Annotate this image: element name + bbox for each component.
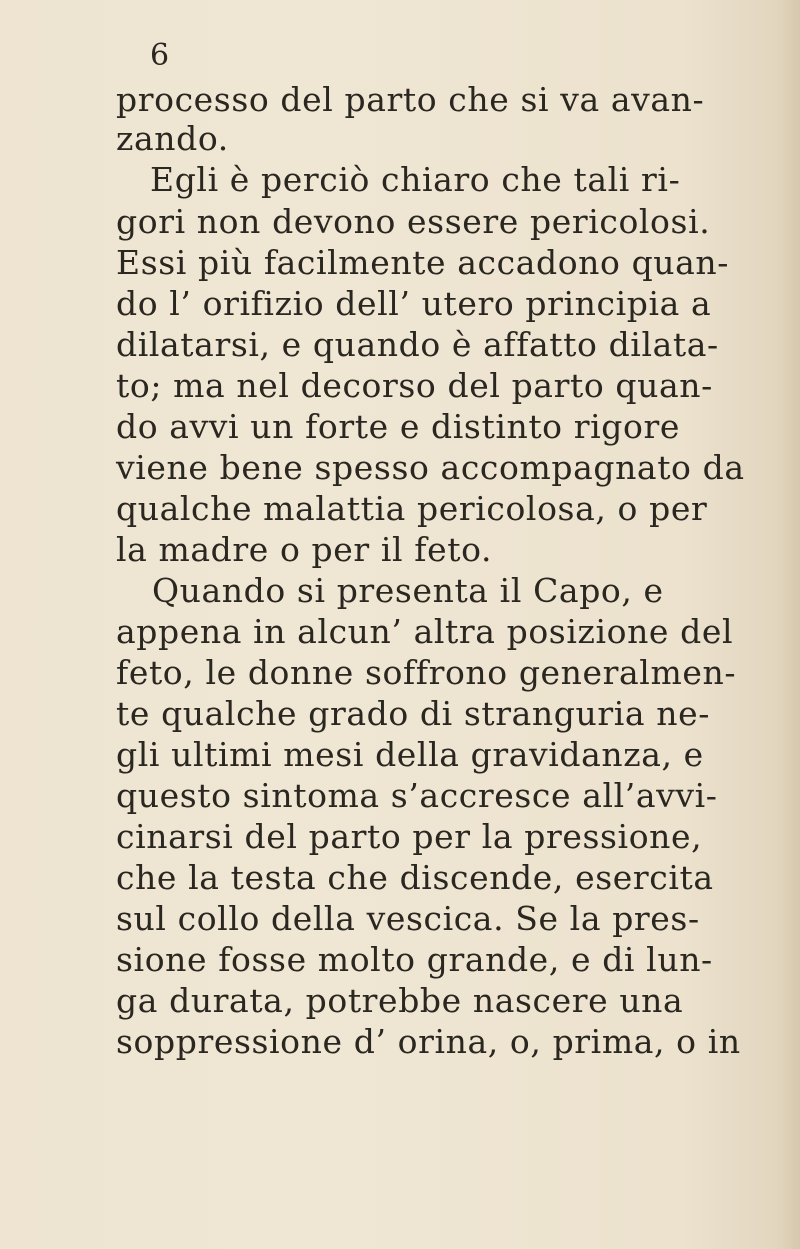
text-line: dilatarsi, e quando è affatto dilata- xyxy=(116,325,719,364)
text-line: la madre o per il feto. xyxy=(116,530,493,569)
text-line: ga durata, potrebbe nascere una xyxy=(116,981,684,1020)
text-line: cinarsi del parto per la pressione, xyxy=(116,817,703,856)
page-number: 6 xyxy=(150,38,170,73)
text-line: sul collo della vescica. Se la pres- xyxy=(116,899,700,938)
text-line: Quando si presenta il Capo, e xyxy=(152,571,664,610)
text-line: che la testa che discende, esercita xyxy=(116,858,714,897)
text-line: te qualche grado di stranguria ne- xyxy=(116,694,710,733)
text-line: processo del parto che si va avan- xyxy=(116,80,705,119)
text-line: sione fosse molto grande, e di lun- xyxy=(116,940,713,979)
text-line: qualche malattia pericolosa, o per xyxy=(116,489,708,528)
text-line: do l’ orifizio dell’ utero principia a xyxy=(116,284,712,323)
text-line: questo sintoma s’accresce all’avvi- xyxy=(116,776,718,815)
text-line: viene bene spesso accompagnato da xyxy=(116,448,745,487)
text-line: gli ultimi mesi della gravidanza, e xyxy=(116,735,704,774)
text-line: soppressione d’ orina, o, prima, o in xyxy=(116,1022,741,1061)
text-line: gori non devono essere pericolosi. xyxy=(116,202,711,241)
text-line: feto, le donne soffrono generalmen- xyxy=(116,653,737,692)
text-line: Essi più facilmente accadono quan- xyxy=(116,243,730,282)
text-line: to; ma nel decorso del parto quan- xyxy=(116,366,713,405)
text-line: do avvi un forte e distinto rigore xyxy=(116,407,680,446)
text-line: Egli è perciò chiaro che tali ri- xyxy=(150,160,681,199)
text-line: zando. xyxy=(116,119,229,158)
text-line: appena in alcun’ altra posizione del xyxy=(116,612,734,651)
